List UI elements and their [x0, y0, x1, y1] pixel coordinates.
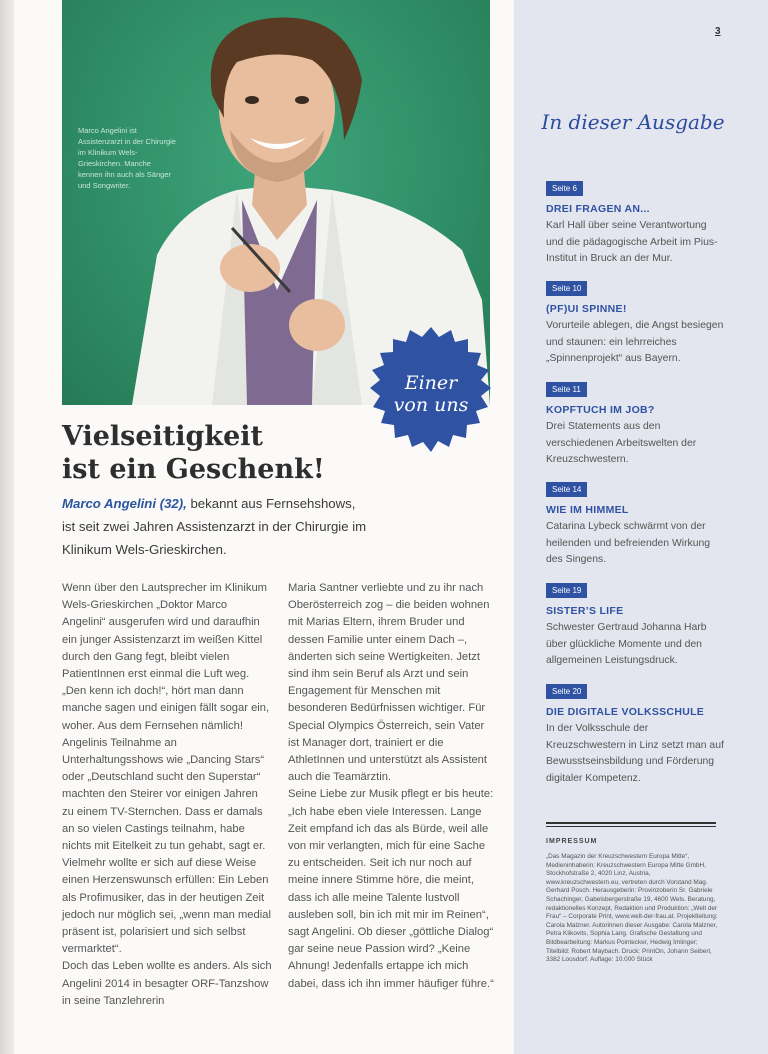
title-line2: ist ein Geschenk!: [62, 454, 325, 485]
article-column-1: [62, 580, 272, 1010]
entry-title: WIE IM HIMMEL: [546, 504, 629, 516]
lead-text: bekannt aus Fernsehshows, ist seit zwei Jahren Assistenzarzt in der Chirurgie im Klinikum Wels-Grieskirchen.: [62, 496, 367, 557]
article-column-2: [288, 580, 498, 993]
title-line1: Vielseitigkeit: [62, 421, 264, 452]
impressum-text: „Das Magazin der Kreuzschwestern Europa Mitte“, Medieninhaberin: Kreuzschwestern Europa Mitte GmbH, Stockhofstraße 2, 4020 Linz, Austria, www.kreuzschwestern.eu, vertreten durch Vorstand Mag. Gerhard Posch. Herausgeberin: Provinzoberin Sr. Gabriele Schachinger, Gabelsbergerstraße 19, 4600 Wels. Beratung, redaktionelles Konzept, Redaktion und Produktion: „Welt der Frau“ – Corporate Print, www.welt-der-frau.at. Projektleitung: Carola Malzner. Autorinnen dieser Ausgabe: Carola Malzner, Petra Klikovits, Sophia Lang. Grafische Gestaltung und Bildbearbeitung: Markus Pointecker, Hedwig Imlinger; Titelbild: Robert Maybach. Druck: PrintOn, Johann Seiberl, 3382 Loosdorf. Auflage: 10.000 Stück: [546, 853, 718, 964]
contents-entry[interactable]: [546, 479, 726, 569]
badge-line2: von uns: [393, 394, 469, 416]
article-title: [62, 420, 362, 486]
page-spine: [0, 0, 14, 1054]
col2-paragraph-2: Seine Liebe zur Musik pflegt er bis heute: „Ich habe eben viele Interessen. Lange Zeit empfand ich das als Bürde, weil alle von mir verlangten, mich für eine Sache zu entscheiden. Seit ich nur noch auf meine innere Stimme höre, die meint, dass ich alle meine Talente lustvoll ausleben soll, bin ich mit mir im Reinen“, sagt Angelini. Ob dieser „göttliche Dialog“ gar seine neue Passion wird? „Keine Ahnung! Jedenfalls ertappe ich mich dabei, dass ich ihn immer häufiger führe.“: [288, 788, 494, 990]
col2-paragraph-1: Maria Santner verliebte und zu ihr nach Oberösterreich zog – die beiden wohnen mit Marias Eltern, ihrem Bruder und dessen Familie unter einem Dach –, änderten sich seine Wertigkeiten. Jetzt sind ihm sein Beruf als Arzt und sein Engagement für Menschen mit besonderen Bedürfnissen wichtiger. Für Special Olympics Österreich, sein Vater ist Manager dort, trainiert er die AthletInnen und unterstützt als Assistent auch die Teamärztin.: [288, 582, 490, 784]
entry-title: SISTER’S LIFE: [546, 605, 624, 617]
entry-title: (PF)UI SPINNE!: [546, 303, 627, 315]
contents-entry[interactable]: [546, 681, 726, 787]
page-number: 3: [715, 26, 721, 37]
article-lead: [62, 492, 372, 561]
entry-title: DIE DIGITALE VOLKSSCHULE: [546, 706, 705, 718]
entry-description: Schwester Gertraud Johanna Harb über glückliche Momente und den allgemeinen Leistungsdruck.: [546, 622, 707, 666]
col1-paragraph-2: Doch das Leben wollte es anders. Als sich Angelini 2014 in besagter ORF-Tanzshow in seine Tanzlehrerin: [62, 960, 272, 1007]
entry-description: Catarina Lybeck schwärmt von der heilenden und befreienden Wirkung des Singens.: [546, 521, 711, 565]
entry-description: Vorurteile ablegen, die Angst besiegen und staunen: ein lehrreiches „Spinnenprojekt“ aus Bayern.: [546, 320, 724, 364]
page-tag: Seite 19: [546, 583, 587, 598]
sidebar-title: In dieser Ausgabe: [541, 110, 725, 134]
page-tag: Seite 20: [546, 684, 587, 699]
contents-entry[interactable]: [546, 379, 726, 469]
page-tag: Seite 14: [546, 482, 587, 497]
lead-name: Marco Angelini (32),: [62, 496, 187, 511]
impressum-heading: IMPRESSUM: [546, 838, 598, 845]
page-tag: Seite 10: [546, 281, 587, 296]
entry-description: Karl Hall über seine Verantwortung und die pädagogische Arbeit im Pius-Institut in Bruck an der Mur.: [546, 220, 718, 264]
entry-title: DREI FRAGEN AN...: [546, 203, 650, 215]
page-tag: Seite 6: [546, 181, 583, 196]
impressum-rule: [546, 826, 716, 827]
contents-entry[interactable]: [546, 580, 726, 670]
entry-description: In der Volksschule der Kreuzschwestern in Linz setzt man auf Bewusstseinsbildung und Förderung digitaler Kompetenz.: [546, 723, 724, 784]
badge-text: [364, 372, 498, 416]
page-tag: Seite 11: [546, 382, 587, 397]
entry-title: KOPFTUCH IM JOB?: [546, 404, 655, 416]
contents-entry[interactable]: [546, 178, 726, 268]
impressum-rule: [546, 822, 716, 824]
col1-paragraph-1: Wenn über den Lautsprecher im Klinikum Wels-Grieskirchen „Doktor Marco Angelini“ ausgerufen wird und daraufhin ein junger Assistenzarzt im weißen Kittel durch den Gang fegt, bleibt vielen PatientInnen erst einmal die Luft weg. „Den kenn ich doch!“, hört man dann manche sagen und einigen fällt sogar ein, woher. Aus dem Fernsehen nämlich! Angelinis Teilnahme an Unterhaltungsshows wie „Dancing Stars“ oder „Deutschland sucht den Superstar“ machten den Steirer vor einigen Jahren zu einem TV-Sternchen. Dass er damals an so vielen Castings teilnahm, habe nichts mit Eitelkeit zu tun gehabt, sagt er. Vielmehr wollte er sich auf diese Weise einen Herzenswunsch erfüllen: Ein Leben als Profimusiker, das in der heutigen Zeit jedoch nur möglich sei, „wenn man medial präsent ist, polarisiert und sich selbst vermarktet“.: [62, 582, 271, 956]
contents-entry[interactable]: [546, 278, 726, 368]
photo-caption: Marco Angelini ist Assistenzarzt in der Chirurgie im Klinikum Wels-Grieskirchen. Manche kennen ihn auch als Sänger und Songwriter.: [78, 126, 176, 190]
entry-description: Drei Statements aus den verschiedenen Arbeitswelten der Kreuzschwestern.: [546, 421, 697, 465]
badge-line1: Einer: [404, 372, 458, 394]
